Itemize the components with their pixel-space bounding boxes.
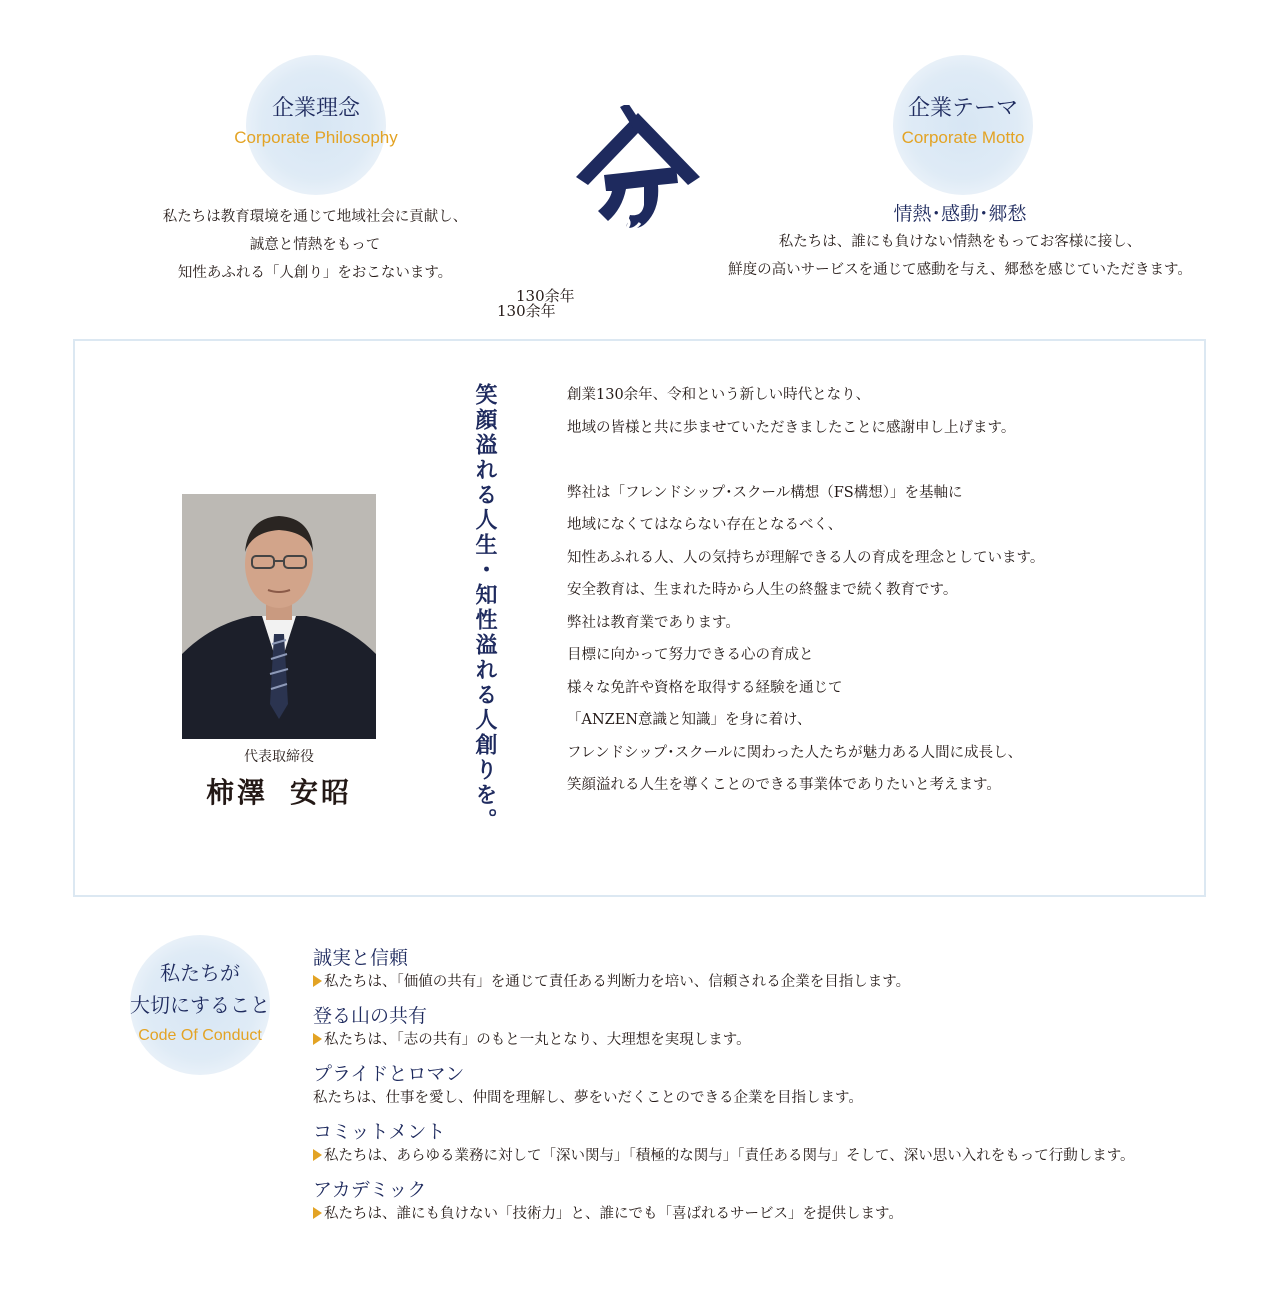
motto-header (813, 95, 1113, 149)
value-description (313, 1029, 1233, 1051)
list-item (313, 945, 1233, 1003)
value-title: 誠実と信頼 (313, 947, 409, 969)
conduct-list (313, 945, 1233, 1235)
conduct-header (100, 957, 300, 1045)
message-line: 弊社は「フレンドシップ･スクール構想（FS構想）」を基軸に (567, 484, 963, 501)
motto-line: 私たちは、誰にも負けない情熱をもってお客様に接し、 (778, 234, 1142, 250)
value-description (313, 1145, 1233, 1167)
conduct-title-line: 大切にすること (130, 993, 270, 1017)
value-description-text: 私たちは、誰にも負けない「技術力」と、誰にでも「喜ばれるサービス」を提供します。 (324, 1206, 903, 1222)
president-given-name: 安昭 (290, 776, 353, 809)
list-item (313, 1177, 1233, 1235)
president-role: 代表取締役 (244, 749, 314, 765)
list-item (313, 1119, 1233, 1177)
message-paragraph (567, 477, 1187, 802)
message-line: 弊社は教育業であります。 (567, 614, 740, 631)
philosophy-line: 私たちは教育環境を通じて地域社会に貢献し、 (162, 209, 468, 225)
president-family-name: 柿澤 (205, 776, 268, 809)
message-line: フレンドシップ･スクールに関わった人たちが魅力ある人間に成長し、 (567, 744, 1023, 761)
value-title: プライドとロマン (313, 1063, 465, 1085)
message-line: 目標に向かって努力できる心の育成と (567, 647, 814, 663)
anniversary-text: 130余年 (516, 287, 575, 305)
philosophy-line: 誠意と情熱をもって (249, 237, 381, 253)
message-line: 笑顔溢れる人生を導くことのできる事業体でありたいと考えます。 (567, 777, 1001, 793)
president-photo (182, 494, 376, 739)
triangle-right-icon (313, 1149, 322, 1161)
value-description (313, 1087, 1233, 1109)
slogan-vertical: 笑顔溢れる人生・知性溢れる人創りを。 (472, 383, 498, 833)
value-description-text: 私たちは、あらゆる業務に対して「深い関与」「積極的な関与」「責任ある関与」そして、深い思い入れをもって行動します。 (324, 1148, 1135, 1164)
message-line: 「ANZEN意識と知識」を身に着け、 (567, 712, 812, 728)
president-message-panel (73, 339, 1206, 897)
value-title: 登る山の共有 (313, 1005, 428, 1027)
list-item (313, 1003, 1233, 1061)
anniversary-text: 130余年 (497, 302, 556, 320)
philosophy-title: 企業理念 (271, 96, 360, 121)
company-mark-icon (568, 105, 708, 235)
philosophy-header (166, 95, 466, 149)
triangle-right-icon (313, 975, 322, 987)
philosophy-line: 知性あふれる「人創り」をおこないます。 (177, 265, 453, 281)
philosophy-text (110, 203, 520, 287)
president-name (182, 771, 376, 811)
value-description-text: 私たちは、仕事を愛し、仲間を理解し、夢をいだくことのできる企業を目指します。 (313, 1090, 863, 1106)
message-line: 安全教育は、生まれた時から人生の終盤まで続く教育です。 (567, 582, 958, 598)
value-description-text: 私たちは、「価値の共有」を通じて責任ある判断力を培い、信頼される企業を目指します。 (324, 974, 911, 990)
value-description (313, 1203, 1233, 1225)
motto-title: 企業テーマ (907, 96, 1018, 121)
value-description (313, 971, 1233, 993)
value-description-text: 私たちは、「志の共有」のもと一丸となり、大理想を実現します。 (324, 1032, 751, 1048)
value-title: コミットメント (313, 1121, 446, 1143)
conduct-title-line: 私たちが (160, 961, 240, 985)
conduct-subtitle: Code Of Conduct (138, 1027, 262, 1044)
message-paragraph (567, 379, 1187, 444)
message-line: 様々な免許や資格を取得する経験を通じて (567, 679, 843, 696)
value-title: アカデミック (313, 1179, 427, 1201)
motto-subtitle: Corporate Motto (901, 128, 1025, 147)
triangle-right-icon (313, 1033, 322, 1045)
message-line: 知性あふれる人、人の気持ちが理解できる人の育成を理念としています。 (567, 549, 1045, 566)
message-line: 創業130余年、令和という新しい時代となり、 (567, 387, 871, 403)
message-line: 地域になくてはならない存在となるべく、 (567, 517, 843, 533)
philosophy-subtitle: Corporate Philosophy (234, 128, 398, 147)
motto-tagline: 情熱･感動･郷愁 (893, 203, 1027, 225)
list-item (313, 1061, 1233, 1119)
president-message-text (567, 379, 1187, 802)
motto-line: 鮮度の高いサービスを通じて感動を与え、郷愁を感じていただきます。 (728, 262, 1192, 278)
motto-text (660, 228, 1260, 284)
triangle-right-icon (313, 1207, 322, 1219)
message-line: 地域の皆様と共に歩ませていただきましたことに感謝申し上げます。 (567, 419, 1016, 436)
